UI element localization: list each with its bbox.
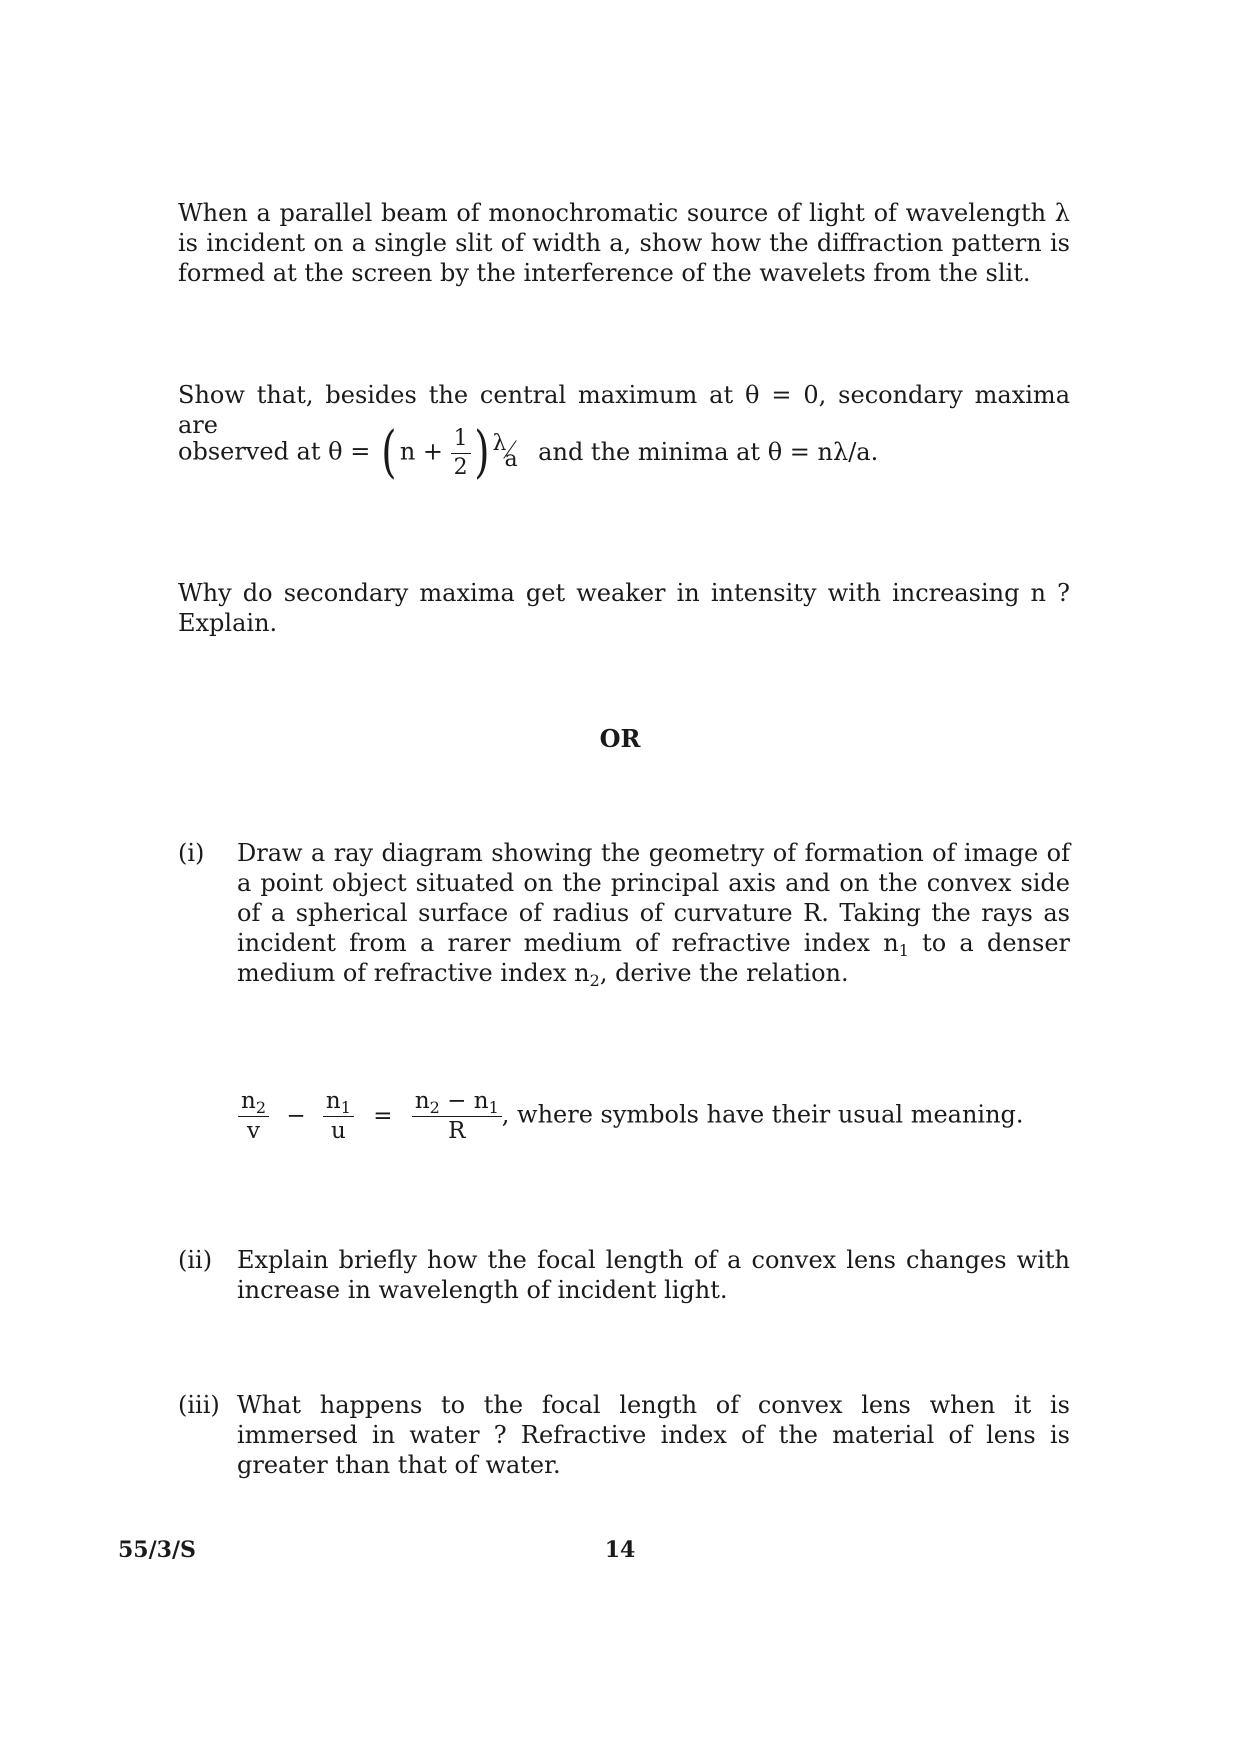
sub-1: 1 [340, 1098, 351, 1117]
sub-question-text [237, 838, 1070, 988]
or-label: OR [599, 724, 641, 753]
formula-suffix: and the minima at θ = nλ/a. [538, 437, 879, 466]
formula-prefix: observed at θ = [178, 437, 371, 466]
text-part-b: to a denser medium of refractive index n [237, 929, 1070, 987]
n-symbol: n [414, 1088, 430, 1114]
a-symbol: a [504, 447, 518, 472]
minus-sign: − [286, 1102, 306, 1129]
text-part-a: Draw a ray diagram showing the geometry of formation of image of a point object situated on the principal axis and on the convex side of a spherical surface of radius of curvature R. Taking the rays as incident from a rarer medium of refractive index n [237, 839, 1070, 957]
subscript-1: 1 [898, 941, 909, 960]
equals-sign: = [373, 1102, 393, 1129]
fraction-n2-minus-n1-over-r [412, 1090, 502, 1143]
n-symbol: n [473, 1088, 489, 1114]
question-paragraph-diffraction: When a parallel beam of monochromatic source of light of wavelength λ is incident on a single slit of width a, show how the diffraction pattern is formed at the screen by the interference of the wavelets from the slit. [178, 199, 1070, 287]
sub-2: 2 [429, 1098, 440, 1117]
r-symbol: R [448, 1118, 466, 1144]
half-denominator: 2 [453, 454, 468, 480]
equation-tail: , where symbols have their usual meaning. [501, 1100, 1024, 1129]
sub-question-text: Explain briefly how the focal length of a convex lens changes with increase in wavelength of incident light. [237, 1246, 1070, 1304]
n-symbol: n [325, 1088, 341, 1114]
v-symbol: v [247, 1118, 260, 1144]
left-paren: ( [381, 420, 397, 485]
fraction-n1-over-u [323, 1090, 354, 1143]
page-number: 14 [604, 1537, 636, 1563]
fraction-n2-over-v [238, 1090, 269, 1143]
formula-n-plus: n + [399, 437, 444, 466]
text-part-c: , derive the relation. [599, 959, 849, 987]
question-paragraph-intensity: Why do secondary maxima get weaker in intensity with increasing n ? Explain. [178, 579, 1070, 637]
maxima-formula-line [178, 420, 879, 485]
sub-question-number: (ii) [178, 1246, 213, 1274]
paper-code: 55/3/S [118, 1537, 196, 1563]
sub-question-text: What happens to the focal length of convex lens when it is immersed in water ? Refractive index of the material of lens is greater than that of water. [237, 1391, 1070, 1479]
sub-2: 2 [255, 1098, 267, 1117]
lambda-symbol: λ [492, 431, 507, 456]
lambda-over-a [492, 431, 523, 472]
u-symbol: u [331, 1118, 346, 1144]
fraction-half [451, 425, 471, 480]
n-symbol: n [241, 1088, 256, 1114]
sub-1: 1 [488, 1098, 499, 1117]
question-paragraph-maxima: Show that, besides the central maximum at θ = 0, secondary maxima are [178, 381, 1070, 439]
sub-question-number: (iii) [178, 1391, 220, 1419]
half-numerator: 1 [451, 428, 471, 454]
refraction-equation [238, 1090, 1024, 1143]
right-paren: ) [473, 420, 490, 485]
minus-sign: − [439, 1088, 474, 1114]
subscript-2: 2 [589, 971, 600, 990]
sub-question-number: (i) [178, 839, 205, 867]
